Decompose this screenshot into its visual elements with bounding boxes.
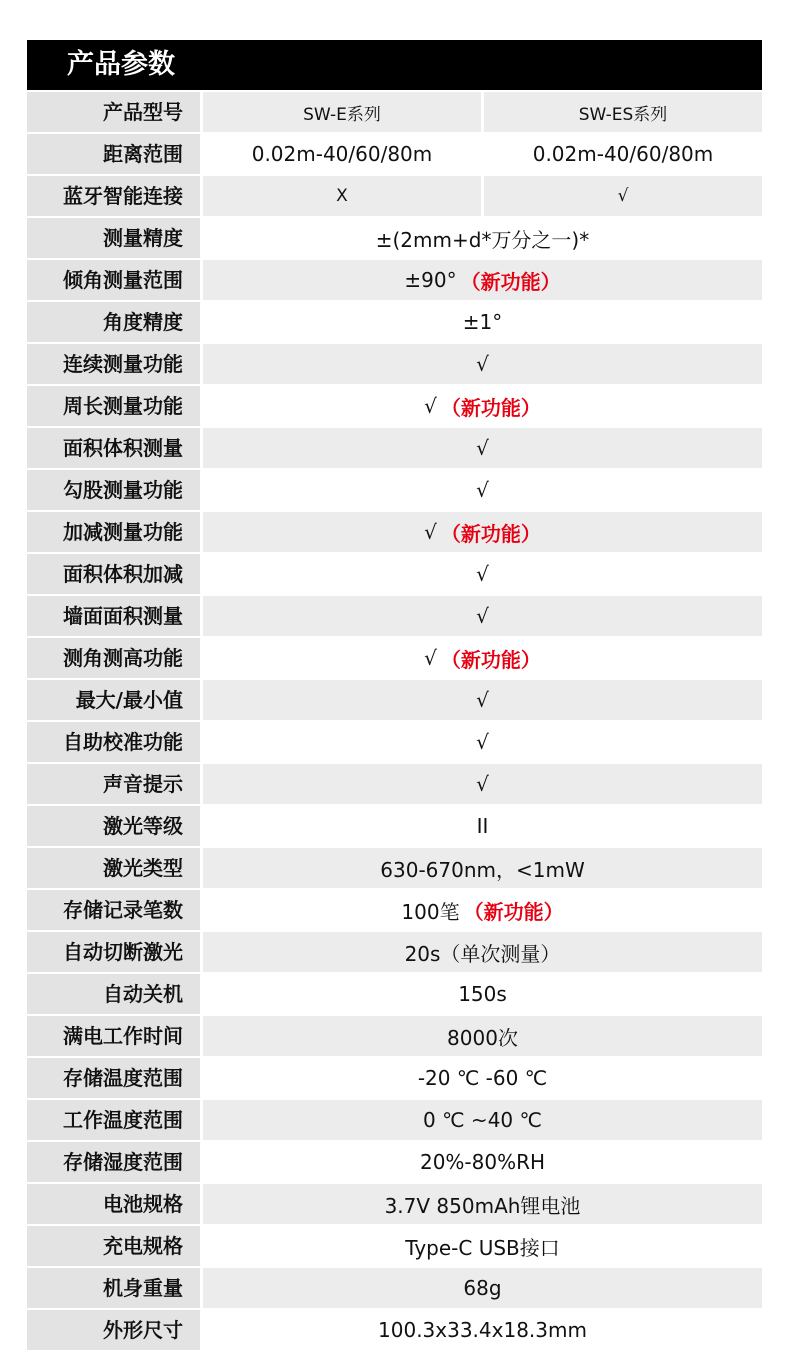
spec-values — [203, 386, 762, 426]
spec-values — [203, 680, 762, 720]
spec-row — [27, 470, 762, 510]
spec-row — [27, 974, 762, 1014]
spec-values — [203, 1310, 762, 1350]
spec-value-cell — [203, 1184, 762, 1224]
spec-value: Type-C USB接口 — [405, 1235, 560, 1260]
spec-value: ±(2mm+d*万分之一)* — [375, 227, 590, 252]
spec-value-cell — [484, 92, 762, 132]
spec-values — [203, 428, 762, 468]
spec-row — [27, 428, 762, 468]
spec-values — [203, 764, 762, 804]
spec-label: 面积体积加减 — [27, 554, 200, 594]
spec-row — [27, 1016, 762, 1056]
spec-label: 存储湿度范围 — [27, 1142, 200, 1182]
spec-value: √ — [476, 604, 489, 628]
spec-value: √ — [424, 520, 437, 544]
spec-value-cell — [203, 302, 762, 342]
spec-value-cell — [203, 1016, 762, 1056]
spec-values — [203, 722, 762, 762]
spec-value-cell — [203, 848, 762, 888]
spec-value: 20%-80%RH — [419, 1150, 546, 1174]
spec-value-cell — [203, 806, 762, 846]
spec-value-cell — [203, 680, 762, 720]
spec-value-cell — [203, 344, 762, 384]
spec-value-cell — [484, 134, 762, 174]
spec-row — [27, 680, 762, 720]
section-title: 产品参数 — [67, 49, 175, 80]
spec-row — [27, 176, 762, 216]
spec-row — [27, 1310, 762, 1350]
spec-values — [203, 596, 762, 636]
spec-label: 周长测量功能 — [27, 386, 200, 426]
spec-row — [27, 764, 762, 804]
spec-value: √ — [476, 730, 489, 754]
section-header — [27, 40, 762, 90]
spec-label: 自动切断激光 — [27, 932, 200, 972]
spec-label: 最大/最小值 — [27, 680, 200, 720]
spec-value-cell — [203, 1100, 762, 1140]
spec-label: 工作温度范围 — [27, 1100, 200, 1140]
spec-values — [203, 260, 762, 300]
spec-value-cell — [203, 1268, 762, 1308]
spec-table — [27, 40, 762, 1352]
spec-value-cell — [203, 638, 762, 678]
spec-value: √ — [476, 436, 489, 460]
spec-values — [203, 974, 762, 1014]
spec-row — [27, 386, 762, 426]
spec-value: √ — [424, 646, 437, 670]
spec-value: ±1° — [462, 310, 503, 334]
spec-value-cell — [484, 176, 762, 216]
spec-value-cell — [203, 764, 762, 804]
spec-row — [27, 932, 762, 972]
spec-label: 连续测量功能 — [27, 344, 200, 384]
spec-label: 倾角测量范围 — [27, 260, 200, 300]
spec-row — [27, 638, 762, 678]
spec-values — [203, 890, 762, 930]
spec-values — [203, 1016, 762, 1056]
spec-value: SW-E系列 — [303, 104, 381, 125]
spec-value: 630-670nm，<1mW — [380, 857, 585, 882]
spec-label: 充电规格 — [27, 1226, 200, 1266]
spec-value: √ — [424, 394, 437, 418]
spec-row — [27, 302, 762, 342]
spec-row — [27, 848, 762, 888]
spec-label: 测量精度 — [27, 218, 200, 258]
spec-value-cell — [203, 512, 762, 552]
spec-row — [27, 1268, 762, 1308]
spec-value-cell — [203, 428, 762, 468]
spec-values — [203, 932, 762, 972]
spec-value: 3.7V 850mAh锂电池 — [384, 1193, 581, 1218]
spec-label: 勾股测量功能 — [27, 470, 200, 510]
spec-label: 自助校准功能 — [27, 722, 200, 762]
spec-row — [27, 554, 762, 594]
spec-values — [203, 92, 762, 132]
spec-value-cell — [203, 176, 481, 216]
new-feature-tag: （新功能） — [460, 269, 561, 294]
spec-value: X — [336, 186, 348, 206]
spec-label: 加减测量功能 — [27, 512, 200, 552]
spec-value: 100.3x33.4x18.3mm — [378, 1318, 587, 1342]
new-feature-tag: （新功能） — [463, 899, 564, 924]
spec-label: 产品型号 — [27, 92, 200, 132]
spec-value: √ — [476, 688, 489, 712]
spec-label: 墙面面积测量 — [27, 596, 200, 636]
spec-value: √ — [476, 562, 489, 586]
spec-label: 距离范围 — [27, 134, 200, 174]
spec-values — [203, 848, 762, 888]
spec-label: 机身重量 — [27, 1268, 200, 1308]
spec-values — [203, 1226, 762, 1266]
spec-row — [27, 218, 762, 258]
spec-values — [203, 638, 762, 678]
spec-value-cell — [203, 932, 762, 972]
spec-value-cell — [203, 134, 481, 174]
spec-values — [203, 470, 762, 510]
spec-value: 0.02m-40/60/80m — [251, 142, 433, 166]
spec-value: II — [476, 814, 489, 838]
spec-value: √ — [476, 478, 489, 502]
new-feature-tag: （新功能） — [440, 647, 541, 672]
spec-value: 0 ℃ ~40 ℃ — [423, 1108, 542, 1132]
spec-label: 测角测高功能 — [27, 638, 200, 678]
spec-label: 角度精度 — [27, 302, 200, 342]
spec-row — [27, 1100, 762, 1140]
spec-values — [203, 554, 762, 594]
spec-value: √ — [476, 772, 489, 796]
spec-row — [27, 92, 762, 132]
spec-value: SW-ES系列 — [578, 104, 668, 125]
spec-label: 电池规格 — [27, 1184, 200, 1224]
spec-values — [203, 134, 762, 174]
spec-label: 蓝牙智能连接 — [27, 176, 200, 216]
spec-value-cell — [203, 1310, 762, 1350]
spec-label: 激光等级 — [27, 806, 200, 846]
spec-values — [203, 302, 762, 342]
spec-value-cell — [203, 890, 762, 930]
spec-row — [27, 1058, 762, 1098]
spec-row — [27, 134, 762, 174]
spec-label: 存储记录笔数 — [27, 890, 200, 930]
spec-value-cell — [203, 554, 762, 594]
spec-value: -20 ℃ -60 ℃ — [417, 1066, 548, 1090]
spec-label: 自动关机 — [27, 974, 200, 1014]
spec-label: 外形尺寸 — [27, 1310, 200, 1350]
spec-value: 8000次 — [447, 1025, 518, 1050]
spec-value-cell — [203, 1226, 762, 1266]
spec-value-cell — [203, 260, 762, 300]
spec-value: 68g — [463, 1276, 502, 1300]
spec-label: 满电工作时间 — [27, 1016, 200, 1056]
spec-label: 激光类型 — [27, 848, 200, 888]
spec-row — [27, 806, 762, 846]
spec-value: 20s（单次测量） — [404, 941, 561, 966]
spec-label: 面积体积测量 — [27, 428, 200, 468]
spec-value-cell — [203, 386, 762, 426]
spec-rows — [27, 92, 762, 1350]
spec-value-cell — [203, 596, 762, 636]
spec-row — [27, 1226, 762, 1266]
spec-value: √ — [476, 352, 489, 376]
spec-value: 0.02m-40/60/80m — [532, 142, 714, 166]
spec-row — [27, 260, 762, 300]
spec-values — [203, 1058, 762, 1098]
spec-values — [203, 1100, 762, 1140]
spec-row — [27, 1142, 762, 1182]
spec-value-cell — [203, 722, 762, 762]
spec-value-cell — [203, 92, 481, 132]
spec-label: 存储温度范围 — [27, 1058, 200, 1098]
spec-value: ±90° — [404, 268, 457, 292]
spec-value-cell — [203, 1058, 762, 1098]
spec-value-cell — [203, 218, 762, 258]
spec-row — [27, 890, 762, 930]
spec-values — [203, 218, 762, 258]
spec-value: 150s — [458, 982, 507, 1006]
spec-row — [27, 596, 762, 636]
new-feature-tag: （新功能） — [440, 521, 541, 546]
spec-row — [27, 1184, 762, 1224]
spec-row — [27, 344, 762, 384]
spec-values — [203, 1268, 762, 1308]
spec-value: √ — [617, 186, 629, 206]
spec-value-cell — [203, 1142, 762, 1182]
spec-value-cell — [203, 470, 762, 510]
spec-values — [203, 176, 762, 216]
new-feature-tag: （新功能） — [440, 395, 541, 420]
spec-value: 100笔 — [401, 899, 460, 924]
spec-values — [203, 344, 762, 384]
spec-values — [203, 512, 762, 552]
spec-label: 声音提示 — [27, 764, 200, 804]
spec-values — [203, 1142, 762, 1182]
spec-row — [27, 512, 762, 552]
spec-row — [27, 722, 762, 762]
spec-values — [203, 806, 762, 846]
spec-value-cell — [203, 974, 762, 1014]
spec-values — [203, 1184, 762, 1224]
